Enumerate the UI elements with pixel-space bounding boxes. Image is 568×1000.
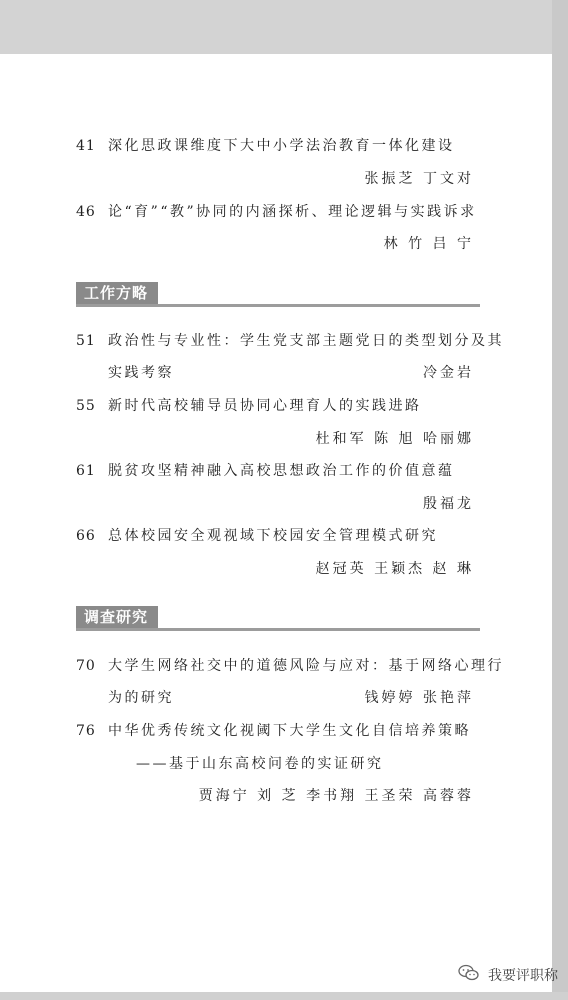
toc-entry[interactable] [0,331,552,361]
watermark-text: 我要评职称 [488,968,558,984]
toc-entry-cont [0,688,552,718]
page-number: 61 [76,463,96,479]
toc-entry[interactable] [0,461,552,491]
toc-entry-authors [0,494,552,524]
page-number: 66 [76,528,96,544]
toc-entry-cont [0,363,552,393]
toc-entry[interactable] [0,202,552,232]
top-margin [0,0,568,54]
right-margin [552,0,568,1000]
article-title: 中华优秀传统文化视阈下大学生文化自信培养策略 [108,723,471,739]
bottom-margin [0,992,568,1000]
article-authors: 林 竹 吕 宁 [383,236,474,252]
article-title: 深化思政课维度下大中小学法治教育一体化建设 [108,138,455,154]
page-number: 70 [76,658,96,674]
toc-entry[interactable] [0,396,552,426]
page-number: 51 [76,333,96,349]
article-authors: 殷福龙 [423,496,474,512]
toc-entry[interactable] [0,136,552,166]
article-authors: 杜和军 陈 旭 哈丽娜 [315,431,474,447]
article-title: 脱贫攻坚精神融入高校思想政治工作的价值意蕴 [108,463,455,479]
article-subtitle: ——基于山东高校问卷的实证研究 [136,756,384,772]
toc-entry-subtitle [0,754,552,784]
toc-entry-authors [0,169,552,199]
toc-entry-authors [0,786,552,816]
toc-entry-authors [0,429,552,459]
watermark [458,964,558,986]
page-number: 55 [76,398,96,414]
article-title: 大学生网络社交中的道德风险与应对：基于网络心理行 [108,658,504,674]
section-header-work [76,282,480,307]
page-number: 46 [76,204,96,220]
wechat-icon [458,964,480,986]
article-title-continued: 实践考察 [108,365,174,381]
toc-page [0,54,552,992]
article-authors: 贾海宁 刘 芝 李书翔 王圣荣 高蓉蓉 [198,788,474,804]
article-title: 政治性与专业性：学生党支部主题党日的类型划分及其 [108,333,504,349]
section-title: 工作方略 [76,282,158,304]
page-number: 41 [76,138,96,154]
toc-entry[interactable] [0,656,552,686]
article-title-continued: 为的研究 [108,690,174,706]
section-header-survey [76,606,480,631]
toc-entry[interactable] [0,721,552,751]
page-number: 76 [76,723,96,739]
toc-entry[interactable] [0,526,552,556]
article-authors: 张振芝 丁文对 [364,171,474,187]
toc-entry-authors [0,234,552,264]
article-authors: 冷金岩 [423,365,474,381]
article-title: 总体校园安全观视域下校园安全管理模式研究 [108,528,438,544]
article-title: 论“育”“教”协同的内涵探析、理论逻辑与实践诉求 [108,204,477,220]
article-authors: 钱婷婷 张艳萍 [364,690,474,706]
toc-entry-authors [0,559,552,589]
section-title: 调查研究 [76,606,158,628]
article-authors: 赵冠英 王颖杰 赵 琳 [315,561,474,577]
article-title: 新时代高校辅导员协同心理育人的实践进路 [108,398,422,414]
